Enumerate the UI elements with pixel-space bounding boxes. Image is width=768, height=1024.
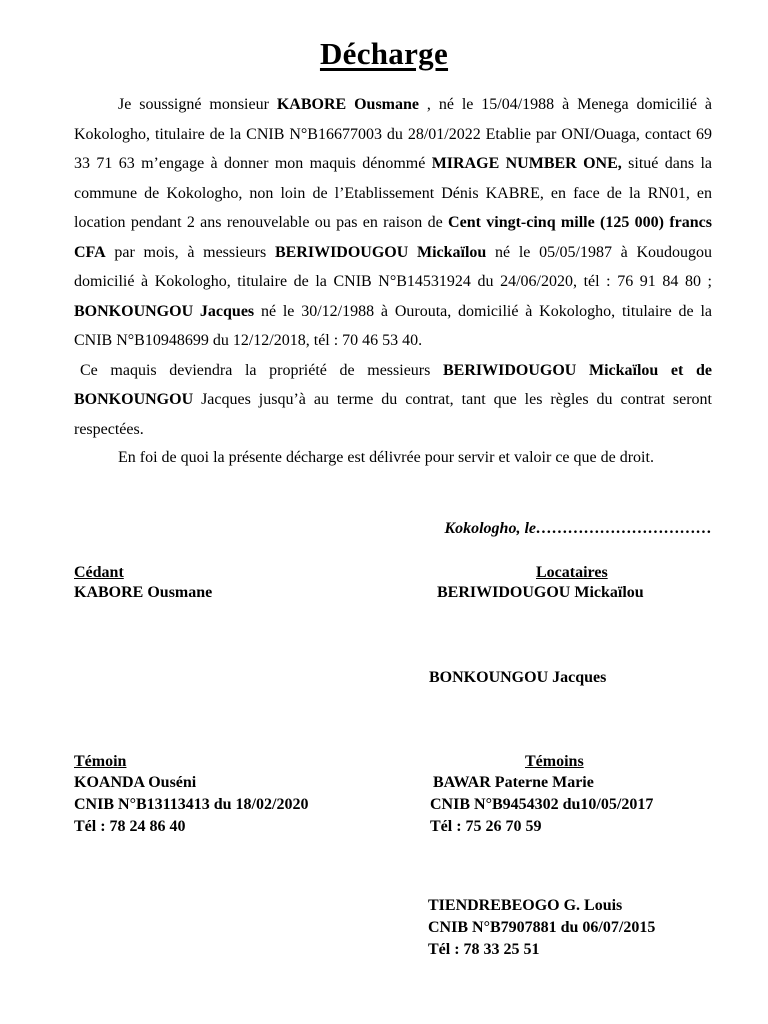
paragraph1-run: KABORE Ousmane bbox=[276, 96, 419, 113]
temoin-3-cnib: CNIB N°B7907881 du 06/07/2015 bbox=[428, 919, 656, 936]
paragraph1-run: Cent vingt-cinq mille (125 000) francs CFA bbox=[74, 214, 712, 261]
temoin-2-name: BAWAR Paterne Marie bbox=[433, 774, 594, 791]
paragraph2-run: Ce maquis deviendra la propriété de messieurs bbox=[80, 361, 443, 379]
date-line: Kokologho, le…………………………… bbox=[444, 520, 712, 537]
paragraph1-run: MIRAGE NUMBER ONE, bbox=[431, 155, 622, 172]
paragraph1-run: situé dans la commune de Kokologho, non loin de l’Etablissement Dénis KABRE, en face de la RN01, en location pendant 2 ans renouvelable ou pas en raison de bbox=[74, 155, 712, 231]
document-body bbox=[74, 90, 712, 470]
locataire-name-1: BERIWIDOUGOU Mickaïlou bbox=[437, 584, 644, 601]
paragraph2-run: BERIWIDOUGOU Mickaïlou et de BONKOUNGOU bbox=[74, 361, 712, 408]
temoin-3-name: TIENDREBEOGO G. Louis bbox=[428, 897, 623, 914]
temoin-heading: Témoin bbox=[74, 753, 127, 770]
paragraph1-run: né le 05/05/1987 à Koudougou domicilié à Kokologho, titulaire de la CNIB N°B14531924 du 24/06/2020, tél : 76 91 84 80 ; bbox=[74, 243, 713, 290]
temoins-heading: Témoins bbox=[525, 753, 584, 770]
temoin-cnib: CNIB N°B13113413 du 18/02/2020 bbox=[74, 796, 309, 813]
cedant-name: KABORE Ousmane bbox=[74, 584, 213, 601]
paragraph1-run: BERIWIDOUGOU Mickaïlou bbox=[274, 243, 487, 261]
temoin-2-cnib: CNIB N°B9454302 du10/05/2017 bbox=[430, 796, 654, 813]
locataire-name-2: BONKOUNGOU Jacques bbox=[429, 669, 607, 686]
paragraph1-run: , né le 15/04/1988 à Menega domicilié à Kokologho, titulaire de la CNIB N°B16677003 du 28/01/2022 Etablie par ONI/Ouaga, contact 69 33 71 63 m’engage à donner mon maquis dénommé bbox=[74, 96, 712, 172]
paragraph1-run: par mois, à messieurs bbox=[105, 243, 275, 261]
locataires-heading: Locataires bbox=[536, 564, 608, 581]
temoin-2-tel: Tél : 75 26 70 59 bbox=[430, 818, 542, 835]
document-title: Décharge bbox=[319, 36, 449, 71]
paragraph1-run: BONKOUNGOU Jacques bbox=[74, 302, 255, 320]
paragraph1-run: né le 30/12/1988 à Ourouta, domicilié à Kokologho, titulaire de la CNIB N°B10948699 du 12/12/2018, tél : 70 46 53 40. bbox=[74, 302, 713, 349]
temoin-3-tel: Tél : 78 33 25 51 bbox=[428, 941, 540, 958]
paragraph-1 bbox=[74, 90, 712, 356]
paragraph-2 bbox=[74, 356, 712, 445]
temoin-tel: Tél : 78 24 86 40 bbox=[74, 818, 186, 835]
cedant-heading: Cédant bbox=[74, 564, 124, 581]
paragraph-3: En foi de quoi la présente décharge est délivrée pour servir et valoir ce que de droit. bbox=[118, 449, 654, 466]
paragraph2-run: Jacques jusqu’à au terme du contrat, tant que les règles du contrat seront respectées. bbox=[74, 391, 712, 438]
temoin-name: KOANDA Ouséni bbox=[74, 774, 197, 791]
paragraph1-run: Je soussigné monsieur bbox=[118, 96, 277, 113]
